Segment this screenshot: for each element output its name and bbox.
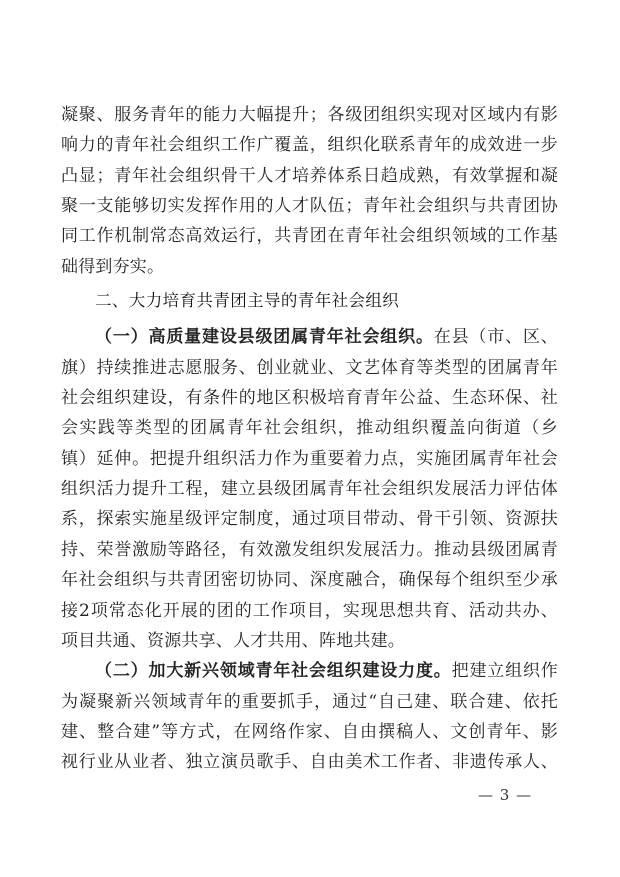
text-line: [61, 413, 558, 443]
text-line: [61, 474, 558, 504]
text-segment: 础得到夯实。: [61, 256, 165, 277]
text-segment: 凝聚、服务青年的能力大幅提升；各级团组织实现对区域内有影: [61, 105, 558, 125]
text-segment: 旗）持续推进志愿服务、创业就业、文艺体育等类型的团属青年: [61, 357, 558, 378]
section-heading: [61, 286, 558, 316]
text-segment: 把建立组织作: [451, 661, 558, 682]
text-segment: 在县（市、区、: [433, 327, 558, 348]
text-line: [61, 565, 558, 595]
text-segment: 会实践等类型的团属青年社会组织，推动组织覆盖向街道（乡: [61, 418, 558, 439]
text-line: [61, 322, 558, 352]
text-segment: 接2项常态化开展的团的工作项目，实现思想共育、活动共办、: [61, 600, 558, 621]
text-segment: 视行业从业者、独立演员歌手、自由美术工作者、非遗传承人、: [61, 752, 558, 773]
document-body: [61, 100, 558, 778]
clause-lead-in: （二）加大新兴领域青年社会组织建设力度。: [95, 661, 452, 682]
text-line: [61, 130, 558, 160]
text-segment: 项目共通、资源共享、人才共用、阵地共建。: [61, 630, 405, 651]
text-segment: 年社会组织与共青团密切协同、深度融合，确保每个组织至少承: [61, 570, 558, 591]
text-segment: 凸显；青年社会组织骨干人才培养体系日趋成熟，有效掌握和凝: [61, 165, 558, 186]
text-segment: 为凝聚新兴领域青年的重要抓手，通过“自己建、联合建、依托: [61, 691, 558, 712]
text-segment: 组织活力提升工程，建立县级团属青年社会组织发展活力评估体: [61, 479, 558, 500]
text-segment: 聚一支能够切实发挥作用的人才队伍；青年社会组织与共青团协: [61, 196, 558, 217]
text-line: [61, 100, 558, 130]
text-segment: 同工作机制常态高效运行，共青团在青年社会组织领域的工作基: [61, 226, 558, 247]
text-line: [61, 596, 558, 626]
text-line: [61, 504, 558, 534]
text-line: [61, 353, 558, 383]
page-number: — 3 —: [478, 786, 533, 804]
text-line: [61, 161, 558, 191]
text-line: [61, 717, 558, 747]
text-segment: 建、整合建”等方式，在网络作家、自由撰稿人、文创青年、影: [61, 721, 558, 742]
text-segment: 二、大力培育共青团主导的青年社会组织: [95, 291, 400, 311]
text-line: [61, 221, 558, 251]
text-line: [61, 747, 558, 777]
text-segment: 持、荣誉激励等路径，有效激发组织发展活力。推动县级团属青: [61, 539, 558, 560]
text-segment: 社会组织建设，有条件的地区积极培育青年公益、生态环保、社: [61, 388, 558, 409]
text-segment: 响力的青年社会组织工作广覆盖，组织化联系青年的成效进一步: [61, 135, 558, 156]
clause-lead-in: （一）高质量建设县级团属青年社会组织。: [95, 327, 434, 348]
text-line: [61, 191, 558, 221]
text-line: [61, 626, 558, 656]
text-line: [61, 444, 558, 474]
text-line: [61, 535, 558, 565]
text-line: [61, 687, 558, 717]
text-line: [61, 656, 558, 686]
text-line: [61, 252, 558, 282]
text-segment: 系，探索实施星级评定制度，通过项目带动、骨干引领、资源扶: [61, 509, 558, 530]
text-segment: 镇）延伸。把提升组织活力作为重要着力点，实施团属青年社会: [61, 448, 558, 469]
text-line: [61, 383, 558, 413]
